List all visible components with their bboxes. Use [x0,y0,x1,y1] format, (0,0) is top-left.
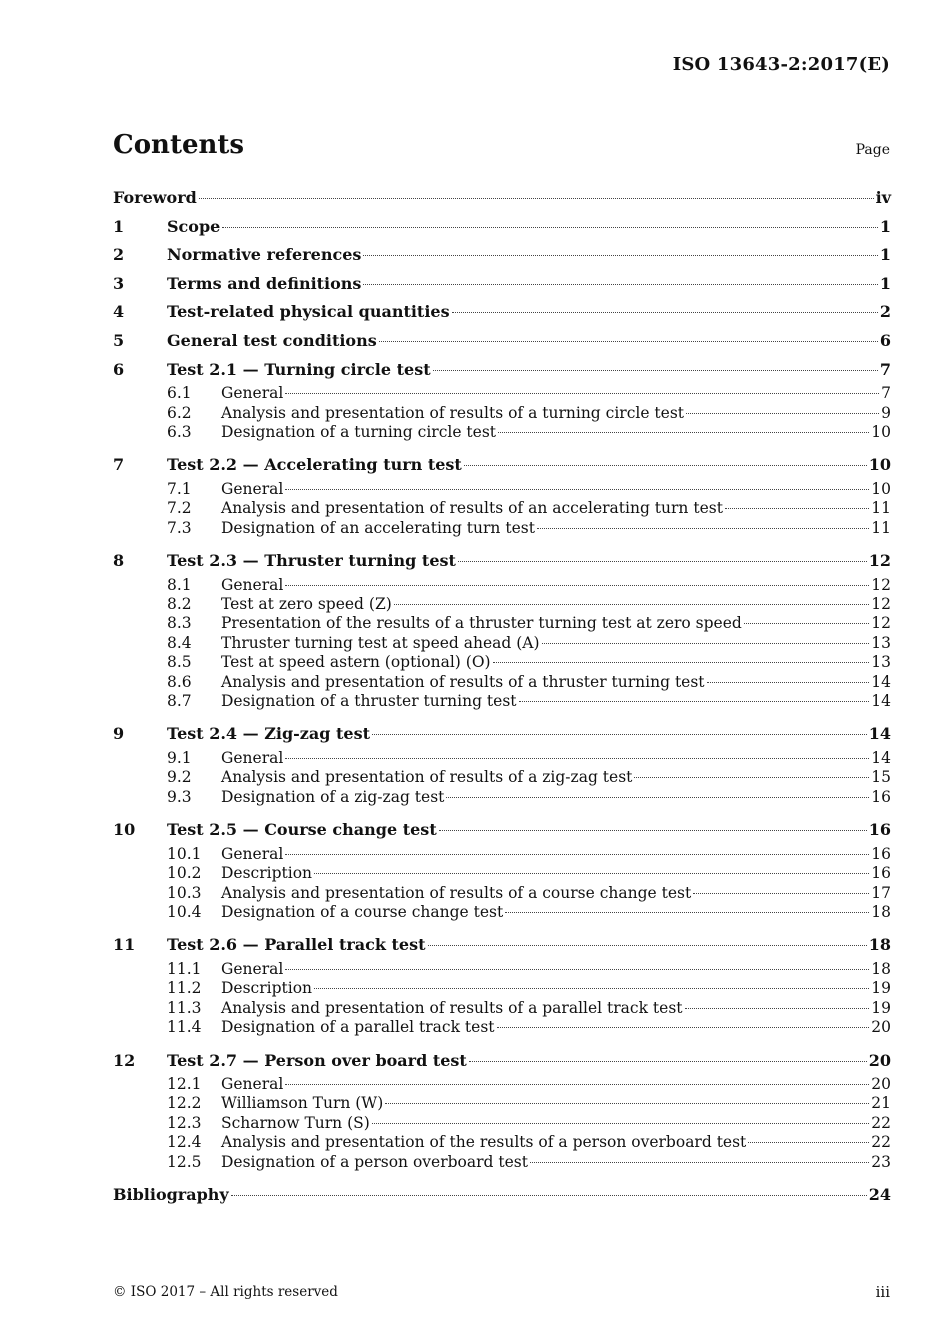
toc-entry-number: 11.4 [167,1018,202,1037]
toc-entry-title: Analysis and presentation of results of a zig-zag test [221,768,633,787]
dot-leader [222,227,878,228]
dot-leader [493,662,870,663]
toc-entry-page: iv [875,188,891,207]
toc-entry-page: 14 [871,749,891,768]
toc-section-entry[interactable] [113,356,891,385]
dot-leader [433,370,878,371]
copyright-footer: © ISO 2017 – All rights reserved [113,1284,338,1300]
toc-entry-title: Bibliography [113,1185,229,1205]
dot-leader [372,1123,869,1124]
toc-entry-title: General [221,749,284,768]
dot-leader [285,969,869,970]
toc-entry-number: 12.3 [167,1113,202,1132]
toc-entry-number: 8.1 [167,575,192,594]
toc-entry-title: General test conditions [167,330,377,350]
toc-section-entry[interactable] [113,270,891,299]
toc-entry-number: 11 [113,935,136,955]
toc-entry-page: 24 [868,1185,891,1205]
toc-section-entry[interactable] [113,451,891,480]
dot-leader [505,912,869,913]
toc-subsection-entry[interactable] [113,845,891,864]
toc-entry-page: 14 [871,692,891,711]
toc-entry-title: Description [221,979,313,998]
toc-entry-number: 12 [113,1050,136,1070]
dot-leader [686,413,879,414]
toc-subsection-entry[interactable] [113,979,891,998]
dot-leader [394,604,870,605]
dot-leader [285,758,869,759]
toc-entry-number: 6 [113,359,125,379]
dot-leader [452,312,878,313]
toc-entry-title: Test 2.4 — Zig-zag test [167,724,370,744]
toc-entry-number: 5 [113,330,125,350]
toc-entry-page: 11 [871,518,891,537]
toc-entry-number: 2 [113,245,125,265]
dot-leader [285,585,869,586]
toc-entry-page: 16 [871,864,891,883]
toc-entry-number: 4 [113,302,125,322]
toc-subsection-entry[interactable] [113,864,891,883]
toc-entry-title: Analysis and presentation of results of an accelerating turn test [221,499,723,518]
toc-entry-number: 10.3 [167,883,202,902]
toc-entry-page: 19 [871,998,891,1017]
toc-entry-page: 23 [871,1152,891,1171]
toc-entry-title: Foreword [113,188,197,207]
toc-entry-number: 6.3 [167,422,192,441]
toc-entry-title: General [221,844,284,863]
dot-leader [314,988,869,989]
toc-entry-page: 11 [871,499,891,518]
toc-subsection-entry[interactable] [113,480,891,499]
toc-entry-page: 12 [871,614,891,633]
toc-entry-title: General [221,384,284,403]
toc-entry-title: Test at zero speed (Z) [221,595,392,614]
toc-entry-title: Analysis and presentation of the results of a person overboard test [221,1133,747,1152]
toc-entry-page: 12 [871,575,891,594]
toc-section-entry[interactable] [113,1047,891,1076]
toc-entry-title: Test 2.2 — Accelerating turn test [167,455,462,475]
toc-entry-number: 12.4 [167,1133,202,1152]
dot-leader [498,432,869,433]
toc-entry-number: 11.2 [167,979,202,998]
toc-entry-number: 10.4 [167,902,202,921]
toc-subsection-entry[interactable] [113,519,891,538]
toc-section-entry[interactable] [113,327,891,356]
toc-subsection-entry[interactable] [113,423,891,442]
toc-entry-page: 18 [871,959,891,978]
toc-subsection-entry[interactable] [113,903,891,922]
toc-entry-title: Williamson Turn (W) [221,1094,384,1113]
toc-subsection-entry[interactable] [113,788,891,807]
dot-leader [428,945,867,946]
dot-leader [372,734,867,735]
toc-entry-title: Designation of a turning circle test [221,422,497,441]
dot-leader [519,701,870,702]
toc-entry-page: 10 [871,422,891,441]
toc-entry-page: 7 [879,359,891,379]
toc-section-entry[interactable] [113,1181,891,1210]
toc-entry-title: Analysis and presentation of results of a thruster turning test [221,672,705,691]
toc-entry-title: Designation of a person overboard test [221,1152,528,1171]
toc-entry-number: 12.2 [167,1094,202,1113]
toc-entry-title: Analysis and presentation of results of a turning circle test [221,403,685,422]
toc-subsection-entry[interactable] [113,614,891,633]
toc-section-entry[interactable] [113,720,891,749]
toc-entry-page: 10 [871,479,891,498]
toc-subsection-entry[interactable] [113,404,891,423]
toc-subsection-entry[interactable] [113,692,891,711]
toc-entry-number: 7 [113,455,125,475]
toc-entry-number: 8.5 [167,653,192,672]
page-column-label: Page [855,142,890,158]
toc-entry-number: 8.3 [167,614,192,633]
dot-leader [285,1084,869,1085]
toc-subsection-entry[interactable] [113,1094,891,1113]
toc-subsection-entry[interactable] [113,960,891,979]
toc-entry-number: 8.2 [167,595,192,614]
toc-entry-title: Test 2.7 — Person over board test [167,1050,467,1070]
dot-leader [379,341,878,342]
toc-entry-title: Test at speed astern (optional) (O) [221,653,491,672]
toc-entry-title: General [221,479,284,498]
toc-entry-number: 7.3 [167,518,192,537]
toc-entry-number: 7.2 [167,499,192,518]
toc-section-entry[interactable] [113,241,891,270]
dot-leader [497,1027,870,1028]
toc-entry-number: 10 [113,820,136,840]
toc-entry-number: 9 [113,724,125,744]
toc-entry-number: 9.2 [167,768,192,787]
dot-leader [314,873,869,874]
toc-subsection-entry[interactable] [113,999,891,1018]
toc-entry-page: 22 [871,1133,891,1152]
toc-entry-page: 1 [879,216,891,236]
toc-entry-number: 10.2 [167,864,202,883]
toc-entry-page: 12 [868,551,891,571]
toc-entry-number: 1 [113,216,125,236]
dot-leader [725,508,869,509]
toc-subsection-entry[interactable] [113,1018,891,1037]
toc-entry-page: 19 [871,979,891,998]
toc-entry-page: 7 [881,384,891,403]
toc-entry-title: Presentation of the results of a thruster turning test at zero speed [221,614,742,633]
toc-entry-page: 22 [871,1113,891,1132]
table-of-contents [113,184,891,1210]
toc-section-entry[interactable] [113,931,891,960]
toc-entry-title: Designation of a thruster turning test [221,692,517,711]
toc-section-entry[interactable] [113,213,891,242]
dot-leader [530,1162,869,1163]
dot-leader [439,830,867,831]
toc-entry-title: Analysis and presentation of results of a parallel track test [221,998,683,1017]
toc-entry-number: 8.7 [167,692,192,711]
toc-entry-title: Description [221,864,313,883]
contents-heading: Contents [113,130,245,160]
toc-entry-title: Designation of a zig-zag test [221,787,445,806]
toc-entry-title: Test 2.3 — Thruster turning test [167,551,456,571]
toc-entry-number: 7.1 [167,479,192,498]
toc-entry-number: 3 [113,273,125,293]
dot-leader [542,643,870,644]
dot-leader [707,682,870,683]
toc-entry-title: Test-related physical quantities [167,302,450,322]
toc-section-entry[interactable] [113,184,891,213]
toc-entry-number: 8 [113,551,125,571]
toc-entry-title: Designation of an accelerating turn test [221,518,535,537]
toc-subsection-entry[interactable] [113,595,891,614]
toc-section-entry[interactable] [113,298,891,327]
toc-entry-title: Scope [167,216,221,236]
toc-entry-title: Test 2.6 — Parallel track test [167,935,426,955]
toc-entry-page: 10 [868,455,891,475]
dot-leader [285,854,869,855]
toc-subsection-entry[interactable] [113,1153,891,1172]
toc-entry-page: 17 [871,883,891,902]
dot-leader [464,465,867,466]
toc-subsection-entry[interactable] [113,768,891,787]
toc-entry-page: 15 [871,768,891,787]
dot-leader [285,489,869,490]
toc-entry-page: 14 [868,724,891,744]
toc-subsection-entry[interactable] [113,653,891,672]
toc-entry-number: 9.1 [167,749,192,768]
dot-leader [231,1195,867,1196]
toc-entry-page: 21 [871,1094,891,1113]
page-number: iii [875,1283,890,1301]
toc-entry-page: 2 [879,302,891,322]
dot-leader [385,1103,869,1104]
toc-entry-page: 6 [879,330,891,350]
toc-entry-number: 8.4 [167,633,192,652]
toc-subsection-entry[interactable] [113,499,891,518]
toc-entry-number: 12.5 [167,1152,202,1171]
toc-subsection-entry[interactable] [113,634,891,653]
dot-leader [537,528,869,529]
toc-entry-title: Thruster turning test at speed ahead (A) [221,633,540,652]
toc-subsection-entry[interactable] [113,1114,891,1133]
toc-subsection-entry[interactable] [113,384,891,403]
toc-entry-title: Scharnow Turn (S) [221,1113,370,1132]
dot-leader [446,797,869,798]
dot-leader [458,561,867,562]
toc-entry-number: 11.1 [167,959,202,978]
toc-entry-title: Normative references [167,245,362,265]
dot-leader [469,1061,867,1062]
toc-entry-page: 20 [868,1050,891,1070]
toc-entry-page: 13 [871,653,891,672]
dot-leader [744,623,869,624]
dot-leader [748,1142,869,1143]
toc-entry-page: 12 [871,595,891,614]
toc-entry-page: 16 [871,844,891,863]
document-id: ISO 13643-2:2017(E) [672,54,890,75]
toc-entry-page: 20 [871,1075,891,1094]
toc-subsection-entry[interactable] [113,1133,891,1152]
toc-entry-page: 9 [881,403,891,422]
dot-leader [634,777,869,778]
toc-entry-title: General [221,575,284,594]
toc-entry-number: 11.3 [167,998,202,1017]
toc-entry-title: Designation of a parallel track test [221,1018,495,1037]
toc-subsection-entry[interactable] [113,884,891,903]
toc-entry-number: 12.1 [167,1075,202,1094]
toc-entry-page: 16 [871,787,891,806]
dot-leader [285,393,879,394]
dot-leader [199,198,874,199]
toc-entry-page: 16 [868,820,891,840]
dot-leader [693,893,869,894]
toc-subsection-entry[interactable] [113,576,891,595]
toc-section-entry[interactable] [113,547,891,576]
toc-section-entry[interactable] [113,816,891,845]
toc-entry-title: Analysis and presentation of results of a course change test [221,883,692,902]
toc-entry-title: General [221,1075,284,1094]
toc-entry-page: 1 [879,273,891,293]
toc-entry-title: Terms and definitions [167,273,362,293]
toc-entry-number: 9.3 [167,787,192,806]
toc-entry-title: Test 2.5 — Course change test [167,820,437,840]
toc-entry-page: 13 [871,633,891,652]
toc-entry-page: 20 [871,1018,891,1037]
toc-subsection-entry[interactable] [113,1075,891,1094]
dot-leader [685,1008,870,1009]
toc-entry-number: 8.6 [167,672,192,691]
toc-entry-title: Test 2.1 — Turning circle test [167,359,431,379]
toc-subsection-entry[interactable] [113,673,891,692]
toc-entry-title: General [221,959,284,978]
toc-entry-number: 10.1 [167,844,202,863]
toc-subsection-entry[interactable] [113,749,891,768]
toc-entry-number: 6.1 [167,384,192,403]
toc-entry-page: 18 [868,935,891,955]
toc-entry-page: 14 [871,672,891,691]
toc-entry-number: 6.2 [167,403,192,422]
dot-leader [363,255,877,256]
toc-entry-page: 1 [879,245,891,265]
toc-entry-page: 18 [871,902,891,921]
dot-leader [363,284,877,285]
toc-entry-title: Designation of a course change test [221,902,504,921]
